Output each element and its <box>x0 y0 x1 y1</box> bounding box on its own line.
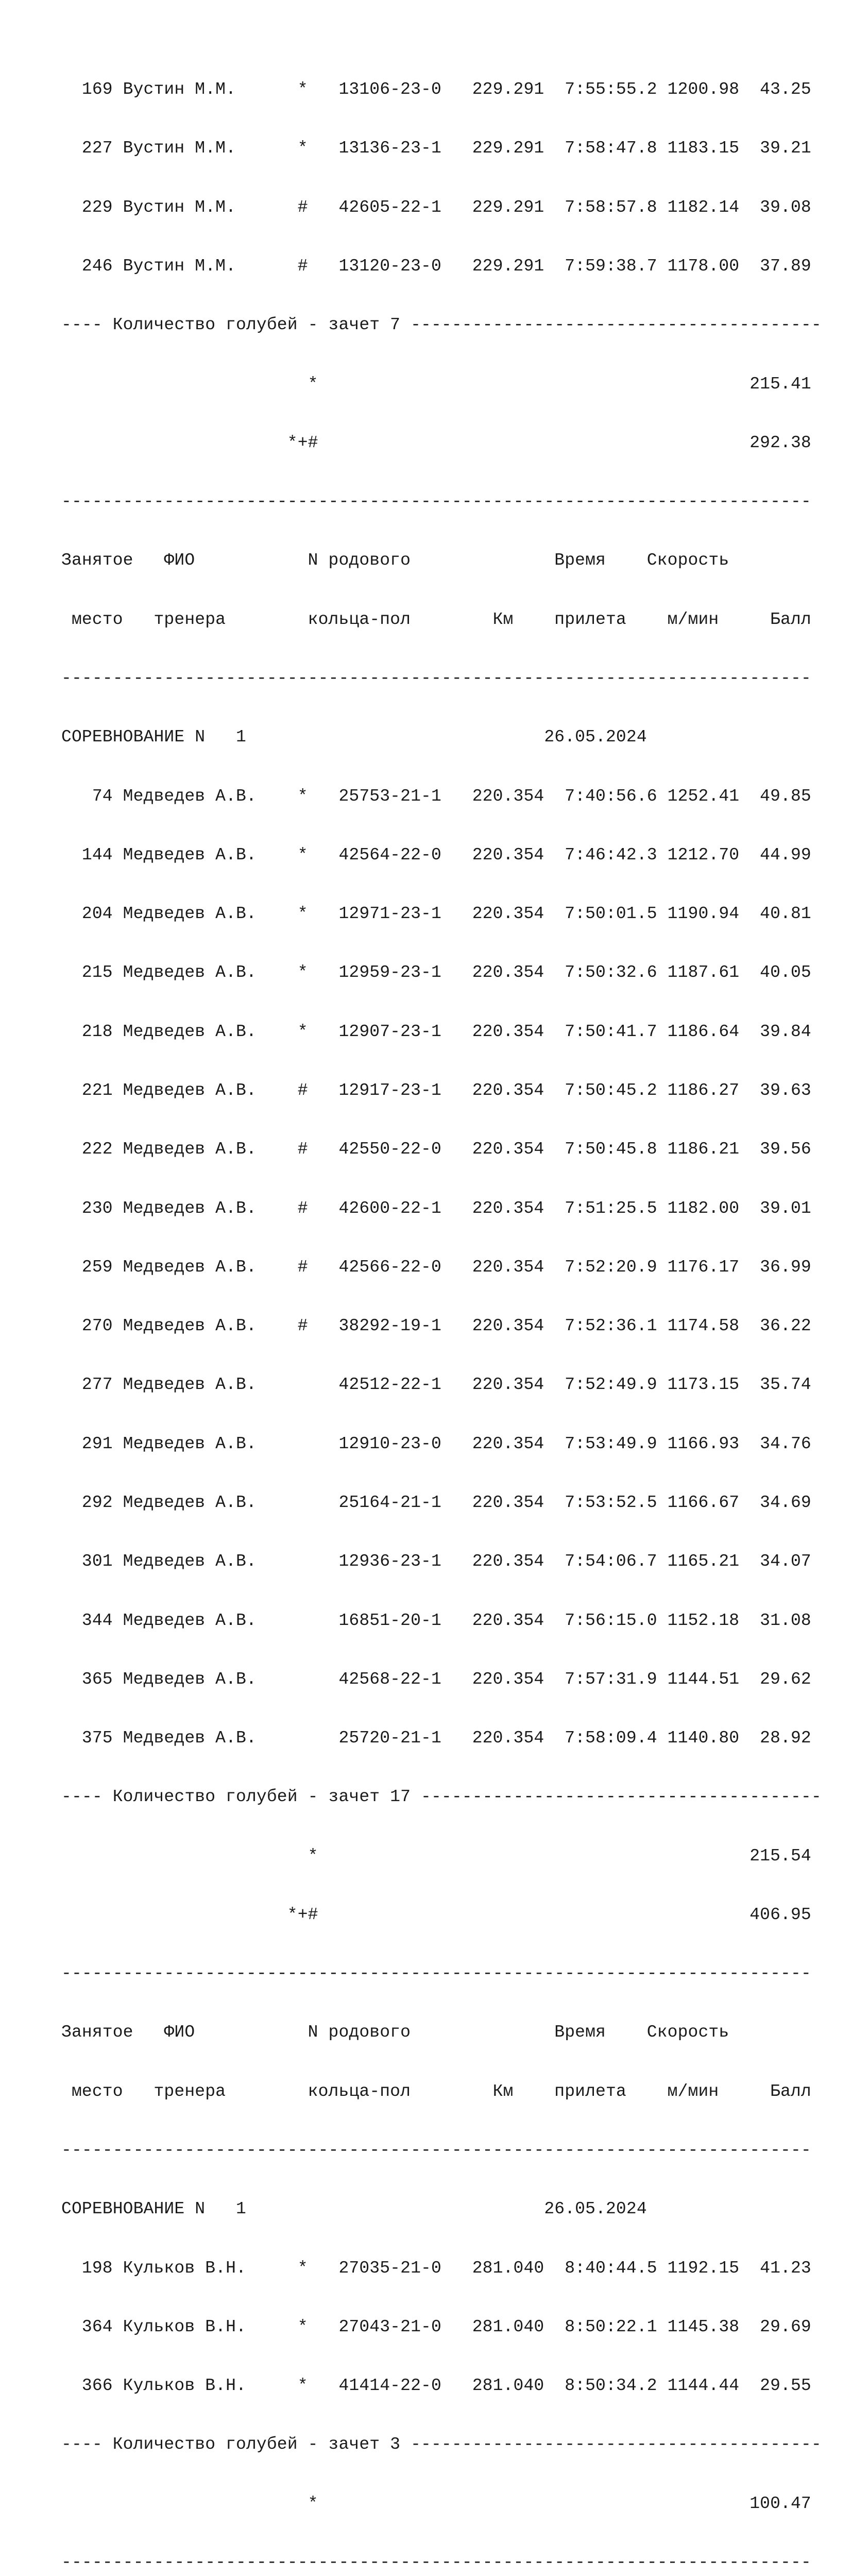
result-row: 204 Медведев А.В. * 12971-23-1 220.354 7:50:01.5 1190.94 40.81 <box>61 904 811 924</box>
result-row: 364 Кульков В.Н. * 27043-21-0 281.040 8:50:22.1 1145.38 29.69 <box>61 2317 811 2336</box>
group-count-line: ---- Количество голубей - зачет 17 --------------------------------------- <box>61 1787 822 1807</box>
result-row: 246 Вустин М.М. # 13120-23-0 229.291 7:59:38.7 1178.00 37.89 <box>61 257 811 276</box>
result-row: 222 Медведев А.В. # 42550-22-0 220.354 7:50:45.8 1186.21 39.56 <box>61 1140 811 1159</box>
group-total-star: * 215.54 <box>61 1846 811 1866</box>
group-total-all: *+# 292.38 <box>61 433 811 452</box>
result-row: 259 Медведев А.В. # 42566-22-0 220.354 7:52:20.9 1176.17 36.99 <box>61 1257 811 1277</box>
result-row: 218 Медведев А.В. * 12907-23-1 220.354 7:50:41.7 1186.64 39.84 <box>61 1022 811 1041</box>
column-header-line-2: место тренера кольца-пол Км прилета м/мин Балл <box>61 2081 811 2101</box>
result-row: 229 Вустин М.М. # 42605-22-1 229.291 7:58:57.8 1182.14 39.08 <box>61 197 811 217</box>
result-row: 366 Кульков В.Н. * 41414-22-0 281.040 8:50:34.2 1144.44 29.55 <box>61 2376 811 2396</box>
result-row: 375 Медведев А.В. 25720-21-1 220.354 7:58:09.4 1140.80 28.92 <box>61 1728 811 1748</box>
result-row: 198 Кульков В.Н. * 27035-21-0 281.040 8:40:44.5 1192.15 41.23 <box>61 2258 811 2278</box>
competition-heading: СОРЕВНОВАНИЕ N 1 26.05.2024 <box>61 2199 647 2219</box>
separator-line: ------------------------------------------------------------------------- <box>61 669 811 688</box>
result-row: 301 Медведев А.В. 12936-23-1 220.354 7:54:06.7 1165.21 34.07 <box>61 1552 811 1571</box>
result-row: 365 Медведев А.В. 42568-22-1 220.354 7:57:31.9 1144.51 29.62 <box>61 1669 811 1689</box>
results-report <box>61 41 822 2576</box>
group-count-line: ---- Количество голубей - зачет 7 ---------------------------------------- <box>61 315 822 335</box>
separator-line: ------------------------------------------------------------------------- <box>61 2141 811 2160</box>
group-count-line: ---- Количество голубей - зачет 3 ---------------------------------------- <box>61 2435 822 2454</box>
separator-line: ------------------------------------------------------------------------- <box>61 2553 811 2572</box>
column-header-line-1: Занятое ФИО N родового Время Скорость <box>61 2023 729 2042</box>
group-total-star: * 100.47 <box>61 2494 811 2513</box>
result-row: 230 Медведев А.В. # 42600-22-1 220.354 7:51:25.5 1182.00 39.01 <box>61 1198 811 1218</box>
result-row: 291 Медведев А.В. 12910-23-0 220.354 7:53:49.9 1166.93 34.76 <box>61 1434 811 1453</box>
result-row: 169 Вустин М.М. * 13106-23-0 229.291 7:55:55.2 1200.98 43.25 <box>61 80 811 99</box>
competition-heading: СОРЕВНОВАНИЕ N 1 26.05.2024 <box>61 727 647 747</box>
result-row: 144 Медведев А.В. * 42564-22-0 220.354 7:46:42.3 1212.70 44.99 <box>61 845 811 865</box>
result-row: 270 Медведев А.В. # 38292-19-1 220.354 7:52:36.1 1174.58 36.22 <box>61 1316 811 1336</box>
group-total-star: * 215.41 <box>61 374 811 394</box>
column-header-line-1: Занятое ФИО N родового Время Скорость <box>61 551 729 570</box>
result-row: 221 Медведев А.В. # 12917-23-1 220.354 7:50:45.2 1186.27 39.63 <box>61 1080 811 1100</box>
result-row: 74 Медведев А.В. * 25753-21-1 220.354 7:40:56.6 1252.41 49.85 <box>61 786 811 806</box>
result-row: 292 Медведев А.В. 25164-21-1 220.354 7:53:52.5 1166.67 34.69 <box>61 1493 811 1512</box>
column-header-line-2: место тренера кольца-пол Км прилета м/мин Балл <box>61 609 811 629</box>
result-row: 344 Медведев А.В. 16851-20-1 220.354 7:56:15.0 1152.18 31.08 <box>61 1611 811 1630</box>
result-row: 215 Медведев А.В. * 12959-23-1 220.354 7:50:32.6 1187.61 40.05 <box>61 963 811 982</box>
result-row: 227 Вустин М.М. * 13136-23-1 229.291 7:58:47.8 1183.15 39.21 <box>61 139 811 158</box>
separator-line: ------------------------------------------------------------------------- <box>61 492 811 512</box>
separator-line: ------------------------------------------------------------------------- <box>61 1964 811 1984</box>
result-row: 277 Медведев А.В. 42512-22-1 220.354 7:52:49.9 1173.15 35.74 <box>61 1375 811 1395</box>
group-total-all: *+# 406.95 <box>61 1905 811 1924</box>
